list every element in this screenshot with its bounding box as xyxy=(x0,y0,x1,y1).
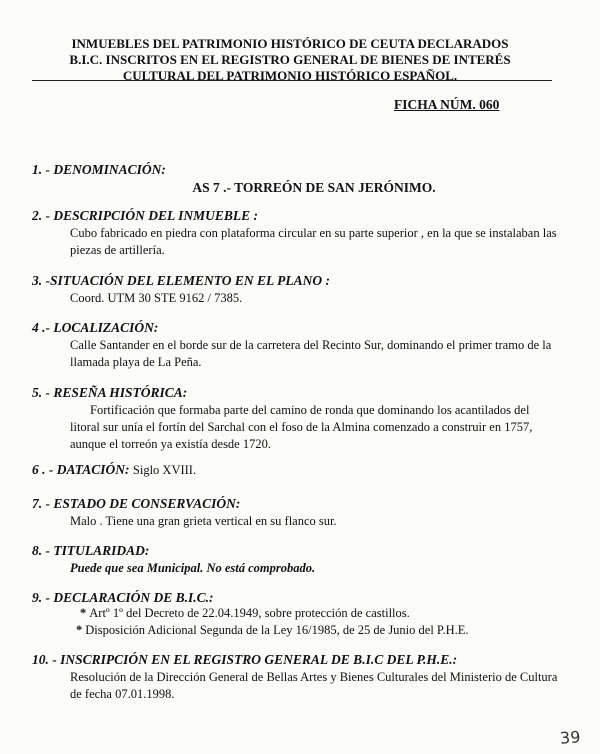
section-10-body: Resolución de la Dirección General de Bellas Artes y Bienes Culturales del Ministerio de Cultura de fecha 07.01.1998. xyxy=(70,670,558,701)
denomination-value: AS 7 .- TORREÓN DE SAN JERÓNIMO. xyxy=(192,180,436,195)
section-1-title: 1. - DENOMINACIÓN: xyxy=(32,162,166,177)
section-5-title: 5. - RESEÑA HISTÓRICA: xyxy=(32,385,188,400)
header-line-1: INMUEBLES DEL PATRIMONIO HISTÓRICO DE CEUTA DECLARADOS xyxy=(71,36,509,51)
law-text: Disposición Adicional Segunda de la Ley 16/1985, de 25 de Junio del P.H.E. xyxy=(85,623,469,637)
document-header xyxy=(30,36,550,84)
section-5-body: Fortificación que formaba parte del camino de ronda que dominando los acantilados del litoral sur unía el fortín del Sarchal con el foso de la Almina comenzado a construir en 1757, aunque el torreón ya existía desde 1720. xyxy=(70,403,533,451)
section-4-title: 4 .- LOCALIZACIÓN: xyxy=(32,320,159,335)
section-7-body: Malo . Tiene una gran grieta vertical en su flanco sur. xyxy=(70,514,337,528)
header-divider xyxy=(32,80,552,81)
section-2-body: Cubo fabricado en piedra con plataforma circular en su parte superior , en la que se instalaban las piezas de artillería. xyxy=(70,226,557,257)
bullet-marker: * xyxy=(76,623,83,637)
header-line-2: B.I.C. INSCRITOS EN EL REGISTRO GENERAL DE BIENES DE INTERÉS xyxy=(69,52,511,67)
section-9-item-1 xyxy=(80,605,570,622)
section-6-title xyxy=(32,462,196,478)
section-3-title: 3. -SITUACIÓN DEL ELEMENTO EN EL PLANO : xyxy=(32,273,331,288)
decree-text: Artº 1º del Decreto de 22.04.1949, sobre protección de castillos. xyxy=(89,606,410,620)
section-10-title: 10. - INSCRIPCIÓN EN EL REGISTRO GENERAL DE B.I.C DEL P.H.E.: xyxy=(32,652,458,667)
section-8-body: Puede que sea Municipal. No está comprobado. xyxy=(70,561,316,575)
section-7-title: 7. - ESTADO DE CONSERVACIÓN: xyxy=(32,496,241,511)
dating-value: Siglo XVIII. xyxy=(132,463,197,477)
section-2-title: 2. - DESCRIPCIÓN DEL INMUEBLE : xyxy=(32,208,259,223)
section-3-body: Coord. UTM 30 STE 9162 / 7385. xyxy=(70,291,243,305)
section-9-title: 9. - DECLARACIÓN DE B.I.C.: xyxy=(32,590,214,605)
section-4-body: Calle Santander en el borde sur de la carretera del Recinto Sur, dominando el primer tramo de la llamada playa de La Peña. xyxy=(70,338,552,369)
ficha-number: FICHA NÚM. 060 xyxy=(394,97,500,112)
bullet-marker: * xyxy=(80,606,87,620)
header-line-3: CULTURAL DEL PATRIMONIO HISTÓRICO ESPAÑOL. xyxy=(122,68,458,83)
section-8-title: 8. - TITULARIDAD: xyxy=(32,543,150,558)
section-9-item-2 xyxy=(76,622,566,639)
handwritten-page-number: 39 xyxy=(559,727,581,748)
section-6-label: 6 . - DATACIÓN: xyxy=(32,462,130,477)
